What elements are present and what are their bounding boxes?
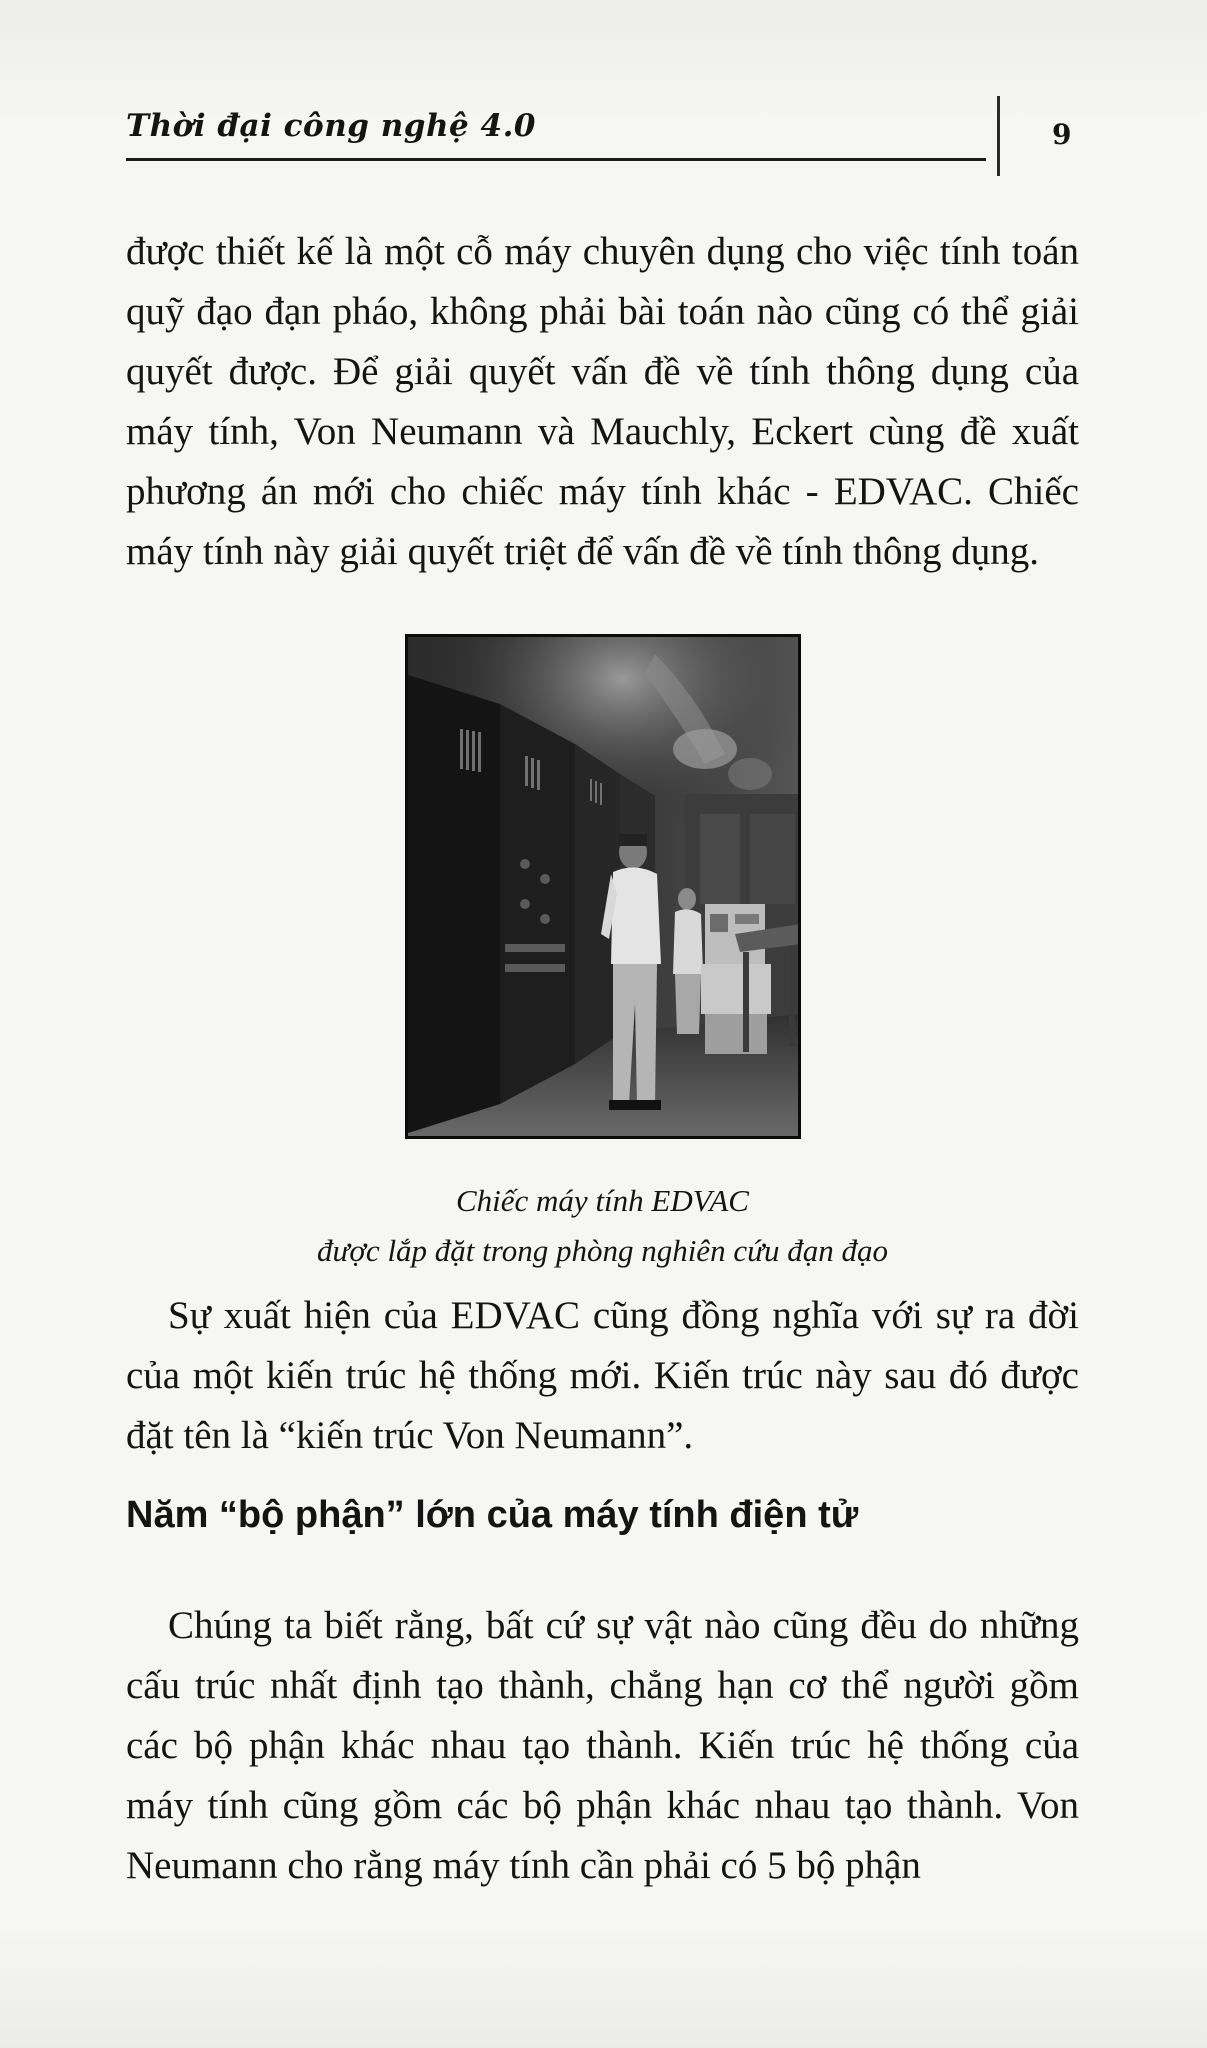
section-heading: Năm “bộ phận” lớn của máy tính điện tử: [126, 1494, 859, 1536]
header-divider: [997, 96, 1000, 176]
figure-caption: [126, 1176, 1079, 1276]
edvac-photo: [405, 634, 801, 1139]
header-rule: [126, 158, 986, 161]
running-title: Thời đại công nghệ 4.0: [126, 108, 536, 144]
page-number: 9: [1052, 118, 1072, 151]
body-paragraph-1: được thiết kế là một cỗ máy chuyên dụng cho việc tính toán quỹ đạo đạn pháo, không phải bài toán nào cũng có thể giải quyết được. Để giải quyết vấn đề về tính thông dụng của máy tính, Von Neumann và Mauchly, Eckert cùng đề xuất phương án mới cho chiếc máy tính khác - EDVAC. Chiếc máy tính này giải quyết triệt để vấn đề về tính thông dụng.: [126, 230, 1079, 573]
body-paragraph-2: Sự xuất hiện của EDVAC cũng đồng nghĩa với sự ra đời của một kiến trúc hệ thống mới. Kiến trúc này sau đó được đặt tên là “kiến trúc Von Neumann”.: [126, 1294, 1079, 1457]
running-header: [126, 100, 986, 162]
caption-line-2: được lắp đặt trong phòng nghiên cứu đạn đạo: [316, 1233, 888, 1268]
caption-line-1: Chiếc máy tính EDVAC: [455, 1183, 749, 1218]
body-paragraph-3: Chúng ta biết rằng, bất cứ sự vật nào cũng đều do những cấu trúc nhất định tạo thành, chẳng hạn cơ thể người gồm các bộ phận khác nhau tạo thành. Kiến trúc hệ thống của máy tính cũng gồm các bộ phận khác nhau tạo thành. Von Neumann cho rằng máy tính cần phải có 5 bộ phận: [126, 1604, 1079, 1887]
